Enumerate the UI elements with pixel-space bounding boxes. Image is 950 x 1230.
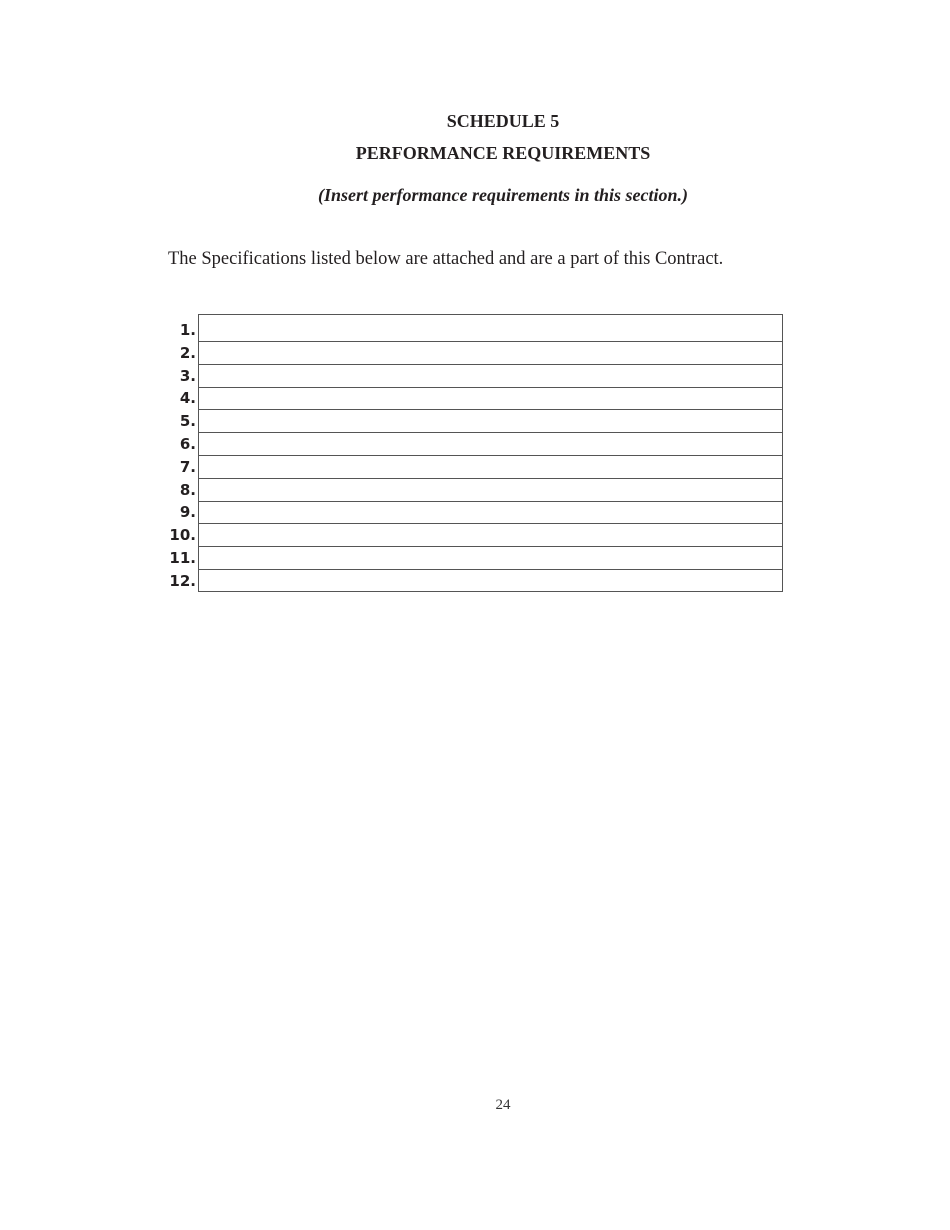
intro-paragraph: The Specifications listed below are attached and are a part of this Contract. <box>168 249 724 269</box>
spec-entry-field[interactable] <box>198 314 783 341</box>
spec-number: 9. <box>179 503 196 522</box>
spec-row-8 <box>160 478 783 501</box>
spec-row-5 <box>160 409 783 432</box>
spec-entry-field[interactable] <box>198 455 783 478</box>
spec-number: 4. <box>179 389 196 408</box>
spec-entry-field[interactable] <box>198 364 783 387</box>
spec-row-6 <box>160 432 783 455</box>
spec-entry-field[interactable] <box>198 523 783 546</box>
spec-number: 8. <box>179 480 196 499</box>
spec-entry-field[interactable] <box>198 341 783 364</box>
spec-number: 12. <box>169 571 196 590</box>
spec-row-10 <box>160 523 783 546</box>
spec-number: 6. <box>179 434 196 453</box>
schedule-title: SCHEDULE 5 <box>446 111 560 131</box>
spec-number: 2. <box>179 343 196 362</box>
spec-number: 10. <box>169 526 196 545</box>
instruction-text: (Insert performance requirements in this section.) <box>317 185 689 205</box>
spec-entry-field[interactable] <box>198 432 783 455</box>
spec-row-12 <box>160 569 783 592</box>
spec-number: 7. <box>179 457 196 476</box>
spec-entry-field[interactable] <box>198 409 783 432</box>
spec-row-9 <box>160 501 783 524</box>
spec-number: 3. <box>179 366 196 385</box>
spec-entry-field[interactable] <box>198 569 783 592</box>
spec-number: 1. <box>179 321 196 339</box>
spec-entry-field[interactable] <box>198 478 783 501</box>
spec-entry-field[interactable] <box>198 387 783 410</box>
spec-row-1 <box>160 314 783 341</box>
spec-entry-field[interactable] <box>198 546 783 569</box>
spec-entry-field[interactable] <box>198 501 783 524</box>
spec-number: 5. <box>179 412 196 431</box>
spec-row-7 <box>160 455 783 478</box>
spec-row-4 <box>160 387 783 410</box>
spec-row-2 <box>160 341 783 364</box>
spec-row-3 <box>160 364 783 387</box>
spec-number: 11. <box>169 548 196 567</box>
spec-row-11 <box>160 546 783 569</box>
page-number: 24 <box>495 1097 511 1113</box>
section-title: PERFORMANCE REQUIREMENTS <box>355 143 651 163</box>
specifications-list <box>160 314 783 592</box>
